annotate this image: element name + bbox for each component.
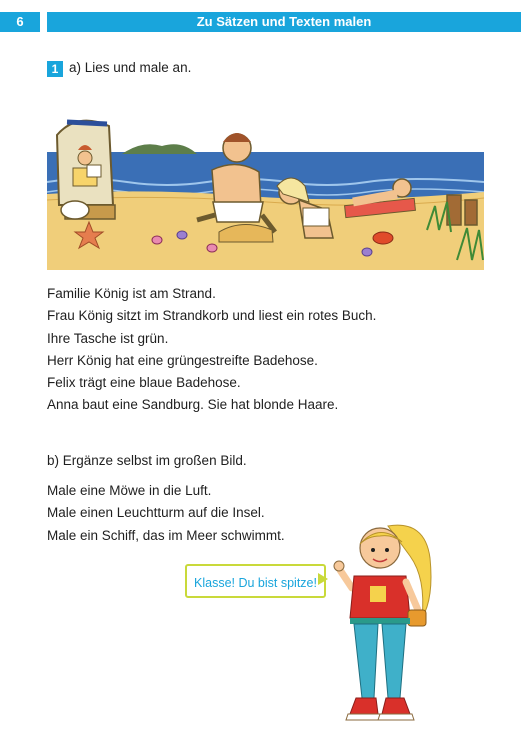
shell — [207, 244, 217, 252]
story-line: Anna baut eine Sandburg. Sie hat blonde Haare. — [47, 397, 339, 413]
draw-line: Male ein Schiff, das im Meer schwimmt. — [47, 527, 285, 543]
page-title: Zu Sätzen und Texten malen — [47, 12, 521, 32]
speech-bubble-tail — [318, 573, 328, 585]
wooden-post — [465, 200, 477, 225]
draw-line: Male eine Möwe in die Luft. — [47, 483, 212, 498]
shell — [152, 236, 162, 244]
story-line: Frau König sitzt im Strandkorb und liest ein rotes Buch. — [47, 308, 377, 324]
task-number-badge: 1 — [47, 61, 63, 77]
draw-instructions — [47, 480, 285, 547]
draw-line: Male einen Leuchtturm auf die Insel. — [47, 505, 265, 521]
bag — [61, 201, 89, 219]
story-line: Felix trägt eine blaue Badehose. — [47, 375, 241, 391]
page-number: 6 — [0, 12, 40, 32]
shell — [362, 248, 372, 256]
story-text — [47, 283, 376, 417]
shell — [177, 231, 187, 239]
speech-bubble: Klasse! Du bist spitze! — [185, 564, 326, 598]
task-instruction-b: b) Ergänze selbst im großen Bild. — [47, 453, 247, 468]
beach-illustration — [47, 110, 484, 270]
crab — [373, 232, 393, 244]
story-line: Herr König hat eine grüngestreifte Badehose. — [47, 352, 318, 368]
story-line: Ihre Tasche ist grün. — [47, 330, 169, 346]
mascot-girl — [330, 518, 440, 730]
task-instruction-a: a) Lies und male an. — [69, 60, 192, 75]
story-line: Familie König ist am Strand. — [47, 286, 216, 301]
